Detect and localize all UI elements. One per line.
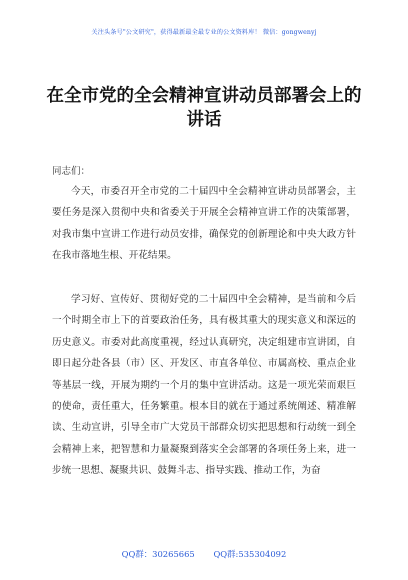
paragraph-2: 学习好、宣传好、贯彻好党的二十届四中全会精神，是当前和今后一个时期全市上下的首要政治任务，具有极其重大的现实意义和深远的历史意义。市委对此高度重视，经过认真研究，决定组建市宣讲团，自即日起分赴各县（市）区、开发区、市直各单位、市属高校、重点企业等基层一线，开展为期约一个月的集中宣讲活动。这是一项光荣而艰巨的使命，责任重大，任务繁重。根本目的就在于通过系统阐述、精准解读、生动宣讲，引导全市广大党员干部群众切实把思想和行动统一到全会精神上来，把智慧和力量凝聚到落实全会部署的各项任务上来，进一步统一思想、凝聚共识、鼓舞斗志、指导实践、推动工作，为奋 <box>52 294 356 477</box>
footer-qq-group-1: QQ群：30265665 <box>121 549 195 559</box>
footer-qq-group-2: QQ群:535304092 <box>213 549 287 559</box>
document-title: 在全市党的全会精神宣讲动员部署会上的讲话 <box>46 86 362 130</box>
salutation: 同志们： <box>52 166 91 177</box>
header-promo-note: 关注头条号"公文研究"，获得最新最全最专业的公文资料库！ 微信：gongwenyj <box>91 29 317 36</box>
paragraph-1: 今天，市委召开全市党的二十届四中全会精神宣讲动员部署会，主要任务是深入贯彻中央和省委关于开展全会精神宣讲工作的决策部署，对我市集中宣讲工作进行动员安排，确保党的创新理论和中央大政方针在我市落地生根、开花结果。 <box>52 186 356 262</box>
footer-qq-groups <box>0 548 408 560</box>
